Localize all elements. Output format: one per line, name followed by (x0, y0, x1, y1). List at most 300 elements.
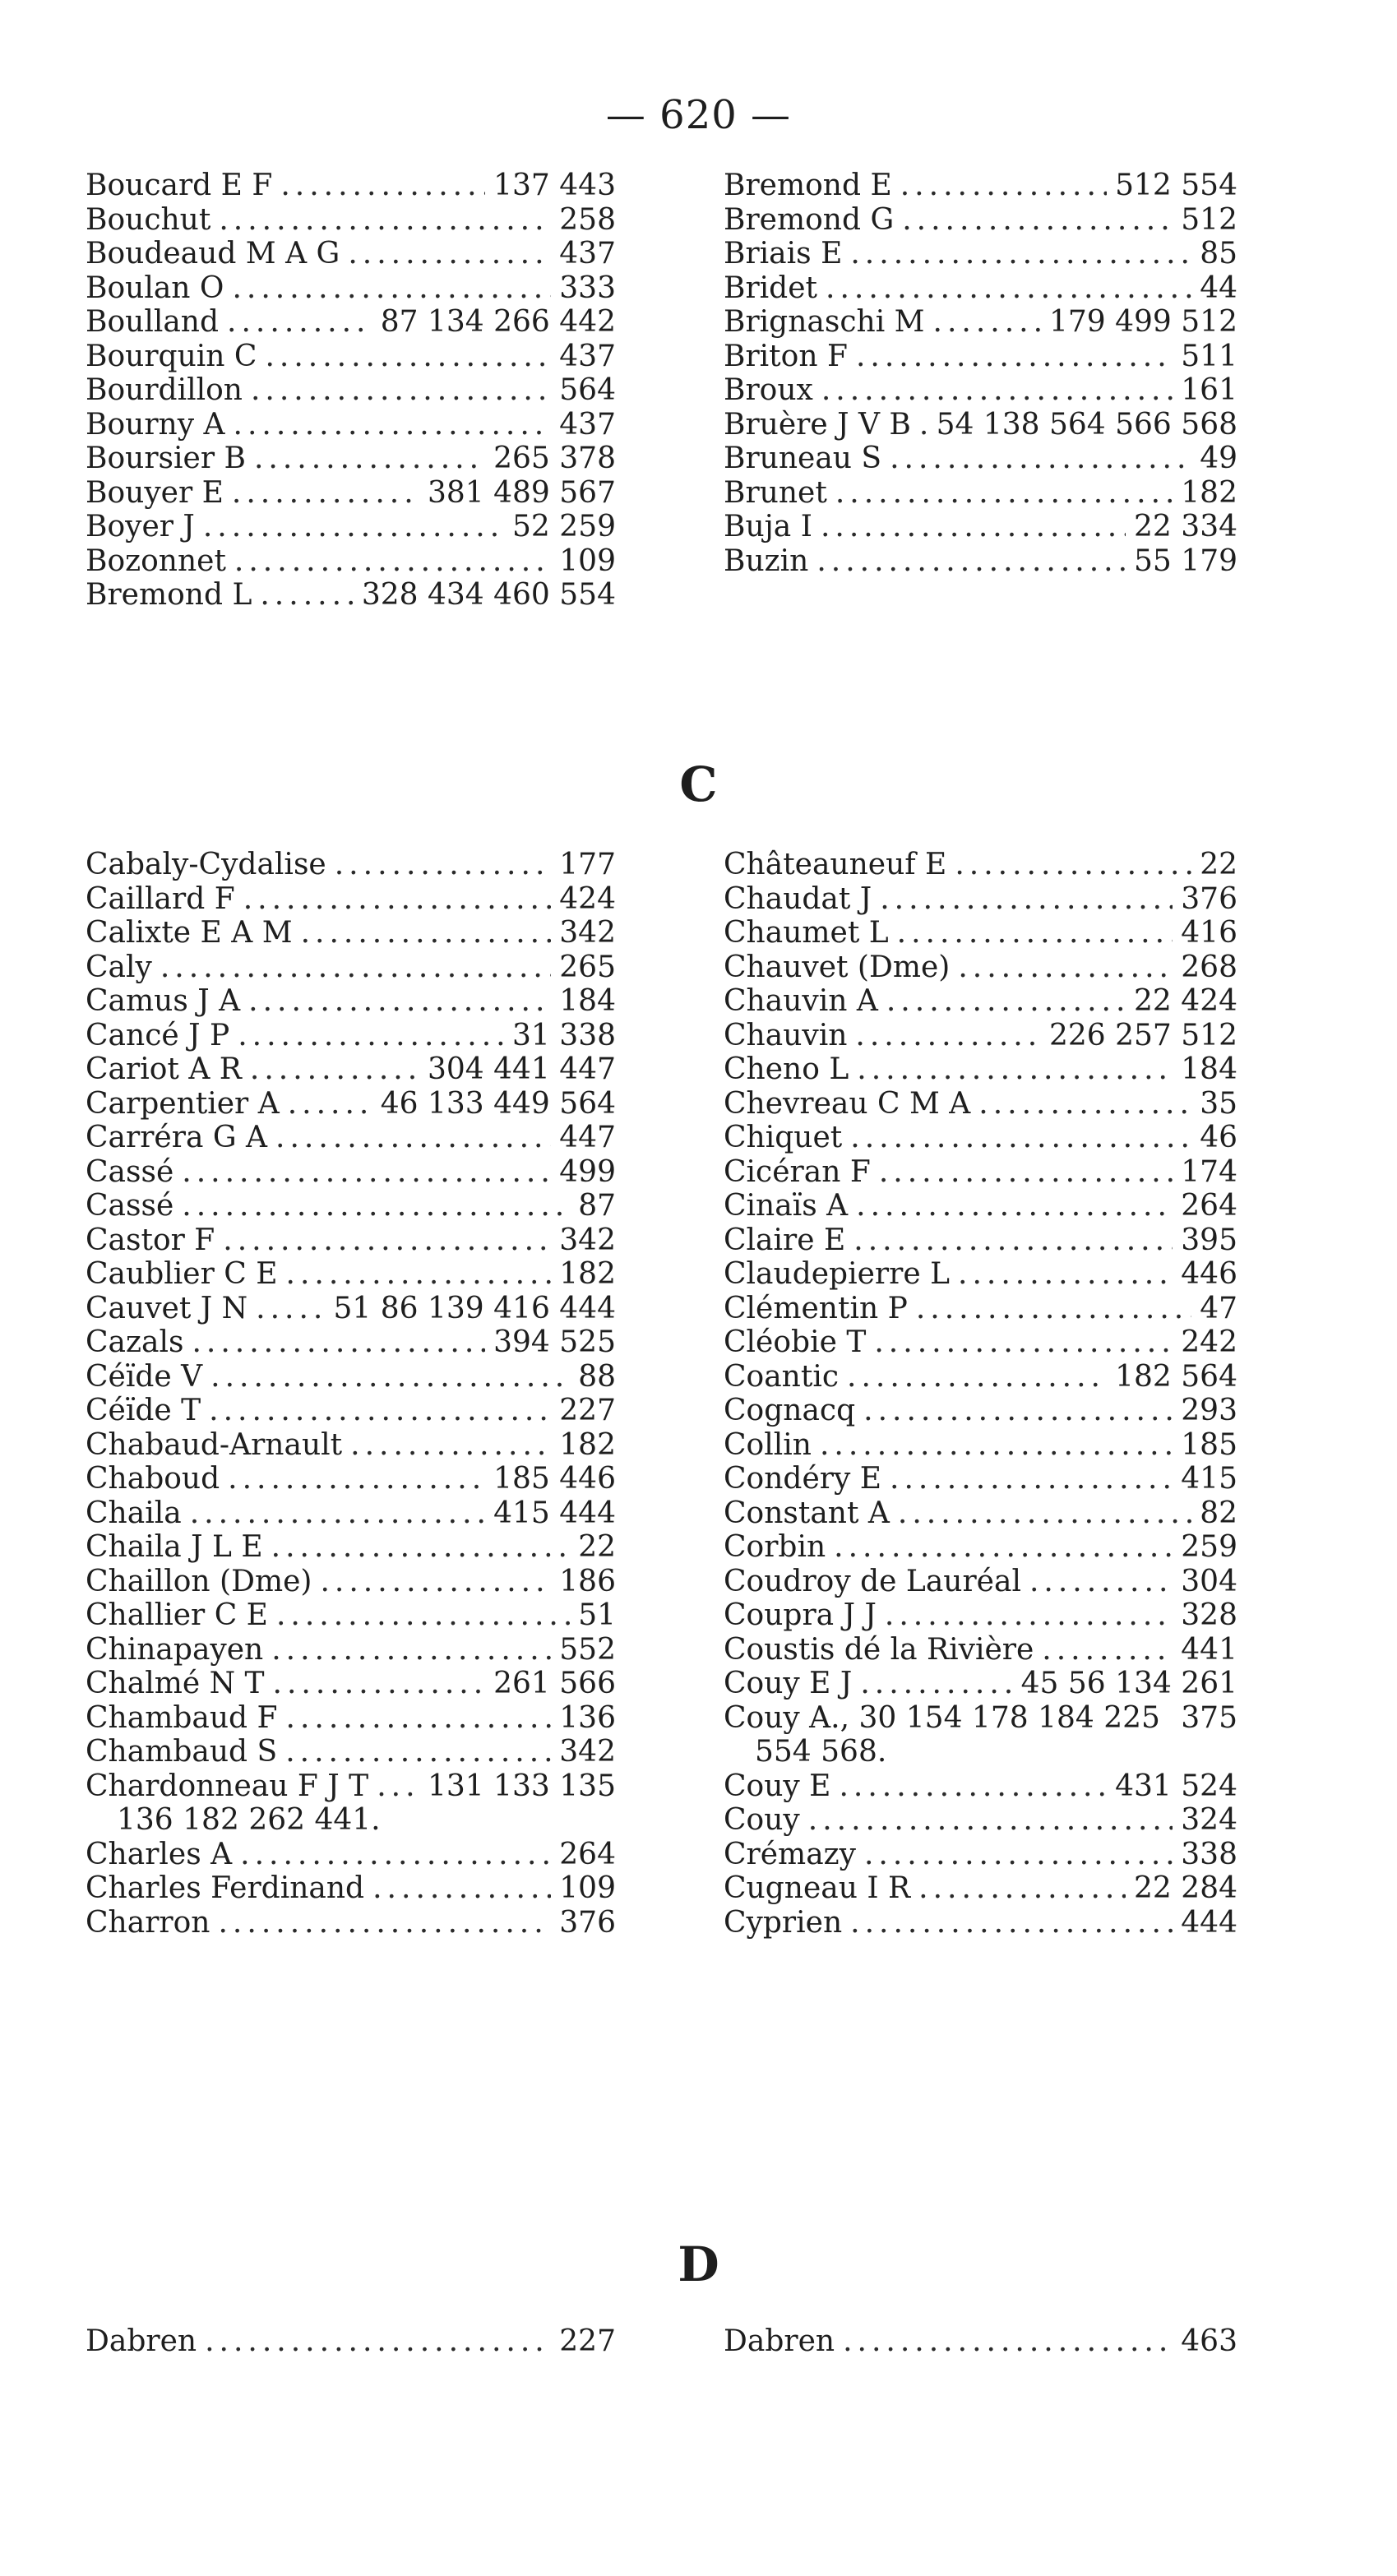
index-entry (724, 1803, 1237, 1838)
entry-name: Céïde V (86, 1359, 203, 1394)
index-entry (724, 916, 1237, 950)
index-entry (724, 882, 1237, 917)
dot-leader (864, 1838, 1173, 1872)
dot-leader (234, 408, 552, 442)
entry-name: Cognacq (724, 1394, 856, 1427)
index-entry (724, 1121, 1237, 1155)
entry-name: Coantic (724, 1359, 840, 1394)
entry-pages: 264 (559, 1837, 616, 1871)
index-entry (724, 1428, 1237, 1463)
index-column-left (86, 169, 616, 613)
index-entry-continuation (86, 1803, 616, 1838)
dot-leader (857, 1052, 1173, 1087)
entry-name: Boyer J (86, 510, 195, 543)
index-entry (724, 1769, 1237, 1804)
dot-leader (210, 1360, 570, 1394)
dot-leader (335, 848, 552, 882)
entry-pages: 261 566 (493, 1667, 616, 1700)
entry-pages: 437 (559, 339, 616, 373)
dot-leader (958, 1257, 1173, 1292)
entry-pages: 226 257 512 (1048, 1018, 1237, 1052)
entry-name: Carréra G A (86, 1121, 268, 1154)
section-letter-c: C (679, 756, 718, 812)
dot-leader (835, 476, 1173, 511)
entry-name: Chaudat J (724, 881, 872, 916)
entry-pages: 185 (1181, 1427, 1237, 1462)
index-entry (724, 950, 1237, 985)
entry-name: Chiquet (724, 1121, 843, 1154)
index-entry (86, 237, 616, 271)
entry-pages: 109 (559, 1871, 616, 1905)
dot-leader (933, 305, 1041, 340)
entry-name: Cassé (86, 1154, 174, 1189)
dot-leader (240, 1838, 551, 1872)
entry-name: 554 568. (755, 1735, 887, 1769)
entry-name: Cancé J P (86, 1018, 230, 1052)
dot-leader (265, 340, 551, 374)
dot-leader (232, 476, 419, 511)
dot-leader (918, 1871, 1126, 1906)
entry-name: Cabaly-Cydalise (86, 848, 326, 881)
entry-pages: 51 86 139 416 444 (333, 1291, 616, 1325)
dot-leader (821, 373, 1173, 408)
dot-leader (219, 203, 551, 238)
entry-name: Charles A (86, 1837, 233, 1871)
dot-leader (182, 1155, 551, 1190)
dot-leader (1029, 1565, 1173, 1599)
entry-pages: 161 (1181, 373, 1237, 407)
index-entry (724, 2324, 1237, 2359)
entry-pages: 31 338 (512, 1018, 616, 1052)
entry-pages: 424 (559, 881, 616, 916)
entry-name: Chevreau C M A (724, 1086, 971, 1121)
dot-leader (874, 1325, 1173, 1360)
dot-leader (288, 1087, 372, 1122)
dot-leader (808, 1803, 1173, 1838)
dot-leader (280, 169, 485, 203)
index-entry (86, 1769, 616, 1804)
index-entry (724, 408, 1237, 442)
entry-pages: 342 (559, 1223, 616, 1257)
entry-name: Bozonnet (86, 543, 226, 578)
index-entry (724, 1189, 1237, 1223)
dot-leader (856, 1189, 1173, 1223)
entry-pages: 87 (578, 1189, 616, 1223)
index-column-left (86, 2324, 616, 2359)
index-entry (86, 1394, 616, 1428)
dot-leader (285, 1735, 551, 1769)
index-entry (724, 1052, 1237, 1087)
index-entry (724, 1565, 1237, 1599)
dot-leader (250, 1052, 419, 1087)
entry-pages: 55 179 (1134, 543, 1237, 578)
entry-name: Bourny A (86, 407, 225, 442)
entry-pages: 333 (559, 271, 616, 305)
dot-leader (821, 510, 1126, 544)
entry-pages: 184 (559, 984, 616, 1018)
entry-name: Coudroy de Lauréal (724, 1564, 1021, 1598)
entry-pages: 441 (1181, 1632, 1237, 1667)
dot-leader (978, 1087, 1191, 1122)
index-entry (724, 476, 1237, 511)
dot-leader (898, 1496, 1191, 1531)
entry-pages: 431 524 (1115, 1769, 1237, 1803)
entry-pages: 268 (1181, 950, 1237, 984)
entry-pages: 186 (559, 1564, 616, 1598)
index-entry (86, 1530, 616, 1565)
dot-leader (890, 1462, 1173, 1496)
index-entry (86, 340, 616, 374)
index-entry (724, 1871, 1237, 1906)
dot-leader (886, 984, 1126, 1019)
entry-pages: 328 (1181, 1598, 1237, 1632)
dot-leader (855, 1019, 1041, 1053)
index-entry (86, 1325, 616, 1360)
entry-name: Brignaschi M (724, 305, 925, 339)
dot-leader (232, 271, 551, 306)
entry-pages: 463 (1181, 2324, 1237, 2358)
entry-pages: 185 446 (493, 1462, 616, 1496)
index-entry (724, 1019, 1237, 1053)
index-entry (86, 916, 616, 950)
entry-name: Boursier B (86, 442, 246, 475)
entry-name: Cléobie T (724, 1325, 867, 1359)
entry-pages: 182 564 (1115, 1359, 1237, 1394)
dot-leader (372, 1871, 551, 1906)
entry-name: Boulland (86, 305, 220, 339)
index-entry (86, 1667, 616, 1701)
index-entry (86, 1496, 616, 1531)
index-entry (724, 510, 1237, 544)
index-entry (86, 882, 616, 917)
index-entry (86, 1633, 616, 1667)
dot-leader (218, 1906, 551, 1940)
index-entry (86, 1428, 616, 1463)
entry-name: Chauvet (Dme) (724, 950, 951, 984)
entry-name: Chauvin A (724, 984, 878, 1018)
dot-leader (234, 544, 551, 579)
entry-pages: 447 (559, 1121, 616, 1154)
entry-pages: 136 (559, 1700, 616, 1735)
index-entry (724, 544, 1237, 579)
entry-name: Calixte E A M (86, 916, 293, 950)
entry-name: 136 182 262 441. (117, 1803, 381, 1837)
entry-name: Chinapayen (86, 1632, 264, 1667)
dot-leader (856, 340, 1173, 374)
entry-name: Bremond L (86, 578, 252, 612)
entry-pages: 131 133 135 (427, 1769, 616, 1803)
index-entry (724, 1394, 1237, 1428)
dot-leader (890, 442, 1191, 476)
entry-pages: 415 (1181, 1462, 1237, 1496)
entry-pages: 564 (559, 373, 616, 407)
entry-name: Chaumet L (724, 916, 889, 950)
entry-pages: 265 378 (493, 442, 616, 475)
dot-leader (900, 169, 1107, 203)
section-letter-d: D (678, 2236, 719, 2292)
dot-leader (850, 1906, 1173, 1940)
index-entry (86, 950, 616, 985)
index-entry (86, 2324, 616, 2359)
dot-leader (834, 1530, 1173, 1565)
entry-pages: 324 (1181, 1803, 1237, 1837)
index-entry (86, 1565, 616, 1599)
entry-name: Bourquin C (86, 339, 257, 373)
entry-name: Claire E (724, 1223, 846, 1257)
entry-name: Coupra J J (724, 1598, 877, 1632)
dot-leader (271, 1530, 571, 1565)
entry-pages: 264 (1181, 1189, 1237, 1223)
entry-name: Cicéran F (724, 1154, 871, 1189)
dot-leader (816, 544, 1126, 579)
entry-pages: 47 (1200, 1291, 1237, 1325)
dot-leader (286, 1257, 552, 1292)
index-entry (724, 1292, 1237, 1326)
dot-leader (248, 984, 551, 1019)
index-entry (724, 1838, 1237, 1872)
page-number: — 620 — (605, 92, 792, 138)
index-entry (86, 578, 616, 613)
entry-pages: 511 (1181, 339, 1237, 373)
index-column-right (724, 2324, 1237, 2359)
entry-name: Boudeaud M A G (86, 237, 340, 271)
entry-name: Bouchut (86, 202, 211, 237)
entry-pages: 87 134 266 442 (380, 305, 616, 339)
index-entry (724, 984, 1237, 1019)
entry-pages: 179 499 512 (1048, 305, 1237, 339)
entry-name: Dabren (86, 2324, 197, 2358)
dot-leader (260, 578, 353, 613)
entry-pages: 512 554 (1115, 169, 1237, 202)
dot-leader (377, 1769, 419, 1804)
entry-pages: 552 (559, 1632, 616, 1667)
entry-name: Couy (724, 1803, 800, 1837)
entry-name: Buja I (724, 510, 812, 543)
entry-name: Chambaud S (86, 1735, 278, 1769)
index-column-right (724, 169, 1237, 578)
dot-leader (863, 1394, 1173, 1428)
entry-pages: 182 (1181, 475, 1237, 510)
dot-leader (839, 1769, 1107, 1804)
dot-leader (826, 271, 1191, 306)
entry-name: Bruère J V B (724, 407, 911, 442)
index-entry (86, 203, 616, 238)
entry-name: Cassé (86, 1189, 174, 1223)
index-entry (724, 271, 1237, 306)
entry-name: Cauvet J N (86, 1291, 248, 1325)
entry-pages: 22 334 (1134, 510, 1237, 543)
index-entry (724, 1223, 1237, 1258)
index-entry (86, 1906, 616, 1940)
entry-name: Condéry E (724, 1462, 882, 1496)
dot-leader (251, 373, 551, 408)
entry-pages: 137 443 (493, 169, 616, 202)
index-entry (724, 1701, 1237, 1736)
entry-pages: 52 259 (512, 510, 616, 543)
index-entry (86, 1052, 616, 1087)
dot-leader (243, 882, 552, 917)
entry-pages: 85 (1200, 237, 1237, 271)
entry-name: Chalmé N T (86, 1667, 265, 1700)
dot-leader (273, 1667, 486, 1701)
dot-leader (286, 1701, 552, 1736)
entry-pages: 22 (578, 1530, 616, 1564)
index-entry (86, 1189, 616, 1223)
entry-name: Broux (724, 373, 813, 407)
dot-leader (227, 305, 372, 340)
entry-pages: 416 (1181, 916, 1237, 950)
entry-name: Caillard F (86, 881, 235, 916)
entry-name: Cinaïs A (724, 1189, 849, 1223)
dot-leader (897, 916, 1173, 950)
entry-pages: 381 489 567 (427, 475, 616, 510)
entry-pages: 227 (559, 2324, 616, 2358)
index-entry (724, 1906, 1237, 1940)
entry-name: Carpentier A (86, 1086, 280, 1121)
entry-name: Chaboud (86, 1462, 220, 1496)
index-entry (86, 984, 616, 1019)
entry-name: Coustis dé la Rivière (724, 1632, 1034, 1667)
entry-pages: 338 (1181, 1837, 1237, 1871)
entry-name: Chaila (86, 1496, 182, 1530)
dot-leader (958, 950, 1173, 985)
dot-leader (955, 848, 1191, 882)
index-entry (86, 408, 616, 442)
entry-name: Chaillon (Dme) (86, 1564, 312, 1598)
index-entry (86, 1462, 616, 1496)
dot-leader (919, 408, 928, 442)
entry-pages: 259 (1181, 1530, 1237, 1564)
index-entry (724, 305, 1237, 340)
entry-pages: 395 (1181, 1223, 1237, 1257)
dot-leader (271, 1633, 551, 1667)
index-entry (86, 373, 616, 408)
dot-leader (160, 950, 551, 985)
entry-name: Chardonneau F J T (86, 1769, 369, 1803)
entry-pages: 44 (1200, 271, 1237, 305)
entry-pages: 394 525 (493, 1325, 616, 1359)
entry-name: Corbin (724, 1530, 826, 1564)
entry-pages: 182 (559, 1257, 616, 1291)
entry-pages: 46 133 449 564 (380, 1086, 616, 1121)
entry-pages: 446 (1181, 1257, 1237, 1291)
index-entry (86, 271, 616, 306)
index-entry (724, 1496, 1237, 1531)
index-entry (86, 1155, 616, 1190)
index-entry (724, 169, 1237, 203)
entry-name: Bridet (724, 271, 817, 305)
index-entry (724, 1530, 1237, 1565)
entry-pages: 512 (1181, 202, 1237, 237)
entry-pages: 35 (1200, 1086, 1237, 1121)
index-column-left (86, 848, 616, 1940)
entry-name: Dabren (724, 2324, 835, 2358)
dot-leader (192, 1325, 485, 1360)
index-entry (86, 1701, 616, 1736)
entry-pages: 49 (1200, 442, 1237, 475)
dot-leader (850, 237, 1191, 271)
entry-name: Couy E (724, 1769, 831, 1803)
dot-leader (301, 916, 552, 950)
entry-pages: 265 (559, 950, 616, 984)
index-entry (86, 1871, 616, 1906)
index-entry (724, 203, 1237, 238)
dot-leader (885, 1598, 1173, 1633)
entry-name: Bruneau S (724, 442, 882, 475)
entry-pages: 437 (559, 237, 616, 271)
entry-pages: 46 (1200, 1121, 1237, 1154)
entry-pages: 174 (1181, 1154, 1237, 1189)
entry-name: Claudepierre L (724, 1257, 950, 1291)
entry-pages: 293 (1181, 1394, 1237, 1427)
entry-name: Cyprien (724, 1905, 843, 1940)
entry-pages: 437 (559, 407, 616, 442)
dot-leader (350, 1428, 551, 1463)
index-entry (724, 442, 1237, 476)
entry-name: Cariot A R (86, 1052, 242, 1086)
entry-name: Céïde T (86, 1394, 201, 1427)
index-entry (86, 1121, 616, 1155)
dot-leader (275, 1121, 551, 1155)
index-entry (86, 442, 616, 476)
entry-pages: 184 (1181, 1052, 1237, 1086)
index-column-right (724, 848, 1237, 1940)
index-entry (86, 1735, 616, 1769)
entry-pages: 328 434 460 554 (361, 578, 616, 612)
dot-leader (254, 442, 485, 476)
index-entry (724, 1633, 1237, 1667)
entry-name: Charles Ferdinand (86, 1871, 365, 1905)
dot-leader (879, 1155, 1173, 1190)
dot-leader (880, 882, 1173, 917)
entry-name: Briton F (724, 339, 848, 373)
index-entry (724, 1325, 1237, 1360)
entry-pages: 54 138 564 566 568 (936, 407, 1237, 442)
index-entry (724, 848, 1237, 882)
dot-leader (348, 237, 551, 271)
entry-pages: 342 (559, 1735, 616, 1769)
index-entry (724, 1598, 1237, 1633)
index-entry (724, 1462, 1237, 1496)
index-entry (86, 1598, 616, 1633)
index-entry (86, 1360, 616, 1394)
entry-name: Chabaud-Arnault (86, 1427, 343, 1462)
entry-name: Cheno L (724, 1052, 849, 1086)
entry-name: Boucard E F (86, 169, 273, 202)
dot-leader (205, 2324, 551, 2359)
entry-pages: 88 (578, 1359, 616, 1394)
entry-pages: 45 56 134 261 (1020, 1667, 1237, 1700)
entry-pages: 376 (1181, 881, 1237, 916)
entry-pages: 227 (559, 1394, 616, 1427)
entry-name: Charron (86, 1905, 210, 1940)
index-entry-continuation (724, 1735, 1237, 1769)
entry-name: Bremond G (724, 202, 895, 237)
entry-name: Briais E (724, 237, 843, 271)
index-entry (724, 1667, 1237, 1701)
dot-leader (853, 1223, 1173, 1258)
dot-leader (190, 1496, 485, 1531)
index-entry (86, 305, 616, 340)
index-entry (724, 1087, 1237, 1122)
dot-leader (276, 1598, 570, 1633)
dot-leader (209, 1394, 551, 1428)
entry-pages: 258 (559, 202, 616, 237)
entry-name: Bremond E (724, 169, 892, 202)
dot-leader (228, 1462, 485, 1496)
entry-pages: 22 (1200, 848, 1237, 881)
entry-name: Clémentin P (724, 1291, 908, 1325)
